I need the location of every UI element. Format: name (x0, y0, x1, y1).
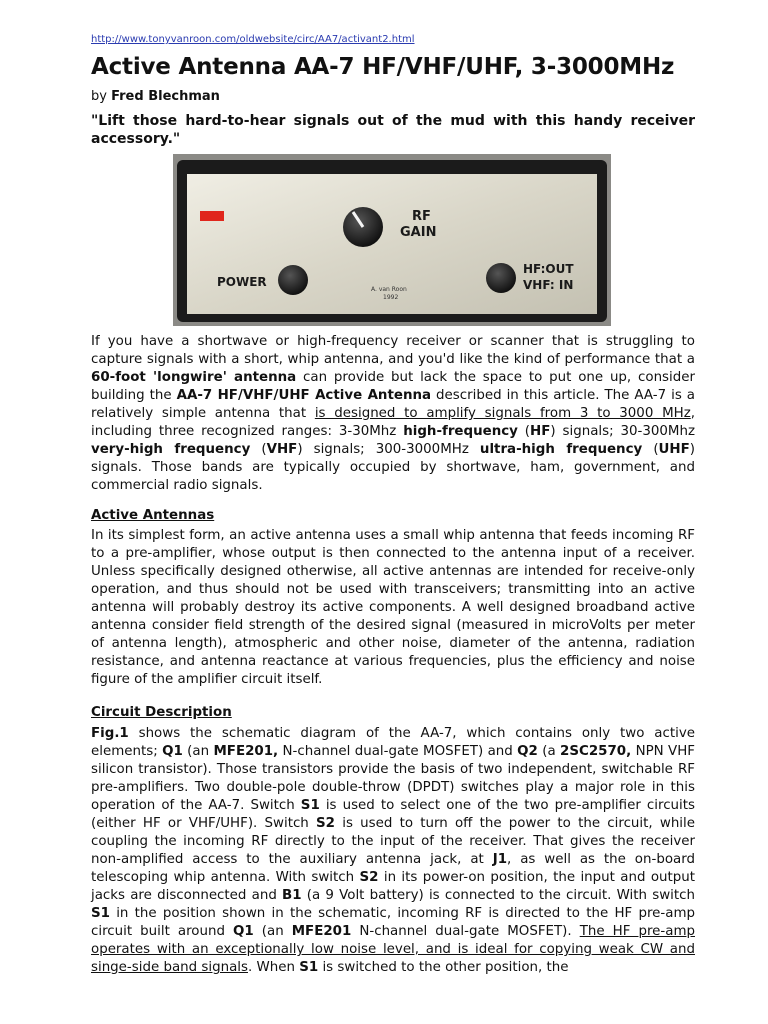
source-url-link[interactable]: http://www.tonyvanroon.com/oldwebsite/circ/AA7/activant2.html (91, 34, 415, 45)
rf-gain-knob (343, 207, 383, 247)
circuit-description-paragraph: Fig.1 shows the schematic diagram of the AA-7, which contains only two active elements; Q1 (an MFE201, N-channel dual-gate MOSFET) and Q2 (a 2SC2570, NPN VHF silicon transistor). Those transistors provide the basis of two independent, switchable RF pre-amplifiers. Two double-pole double-throw (DPDT) switches play a major role in this operation of the AA-7. Switch S1 is used to select one of the two pre-amplifier circuits (either HF or VHF/UHF). Switch S2 is used to turn off the power to the circuit, while coupling the incoming RF directly to the input of the receiver. That gives the receiver non-amplified access to the auxiliary antenna jack, at J1, as well as the on-board telescoping whip antenna. With switch S2 in its power-on position, the input and output jacks are disconnected and B1 (a 9 Volt battery) is connected to the circuit. With switch S1 in the position shown in the schematic, incoming RF is directed to the HF pre-amp circuit built around Q1 (an MFE201 N-channel dual-gate MOSFET). The HF pre-amp operates with an exceptionally low noise level, and is ideal for copying weak CW and singe-side band signals. When S1 is switched to the other position, the (91, 726, 695, 975)
maker-line2: 1992 (383, 294, 399, 301)
maker-line1: A. van Roon (371, 286, 407, 293)
power-label: POWER (217, 275, 267, 289)
switch-label-vhf-in: VHF: IN (523, 278, 574, 292)
section-heading-circuit-description: Circuit Description (91, 705, 232, 720)
byline (91, 89, 220, 104)
antenna-photo (173, 154, 611, 326)
power-switch (278, 265, 308, 295)
tagline: "Lift those hard-to-hear signals out of the mud with this handy receiver accessory." (91, 113, 695, 147)
page-title: Active Antenna AA-7 HF/VHF/UHF, 3-3000MHz (91, 54, 675, 80)
intro-paragraph: If you have a shortwave or high-frequency receiver or scanner that is struggling to capture signals with a short, whip antenna, and you'd like the kind of performance that a 60-foot 'longwire' antenna can provide but lack the space to put one up, consider building the AA-7 HF/VHF/UHF Active Antenna described in this article. The AA-7 is a relatively simple antenna that is designed to amplify signals from 3 to 3000 MHz, including three recognized ranges: 3-30Mhz high-frequency (HF) signals; 30-300Mhz very-high frequency (VHF) signals; 300-3000MHz ultra-high frequency (UHF) signals. Those bands are typically occupied by shortwave, ham, government, and commercial radio signals. (91, 334, 696, 493)
power-led (200, 211, 224, 221)
section-heading-active-antennas: Active Antennas (91, 508, 215, 523)
front-panel (187, 174, 597, 314)
switch-label-hf-out: HF:OUT (523, 262, 574, 276)
author-name: Fred Blechman (111, 89, 220, 104)
knob-label-rf: RF (412, 209, 431, 224)
active-antennas-paragraph: In its simplest form, an active antenna uses a small whip antenna that feeds incoming RF to a pre-amplifier, whose output is then connected to the antenna input of a receiver. Unless specifically designed otherwise, all active antennas are intended for receive-only operation, and thus should not be used with transceivers; transmitting into an active antenna will probably destroy its active components. A well designed broadband active antenna consider field strength of the desired signal (measured in microVolts per meter of antenna length), atmospheric and other noise, diameter of the antenna, radiation resistance, and antenna reactance at various frequencies, plus the efficiency and noise figure of the amplifier circuit itself. (91, 528, 695, 687)
knob-label-gain: GAIN (400, 225, 437, 240)
band-switch (486, 263, 516, 293)
byline-prefix: by (91, 89, 107, 104)
